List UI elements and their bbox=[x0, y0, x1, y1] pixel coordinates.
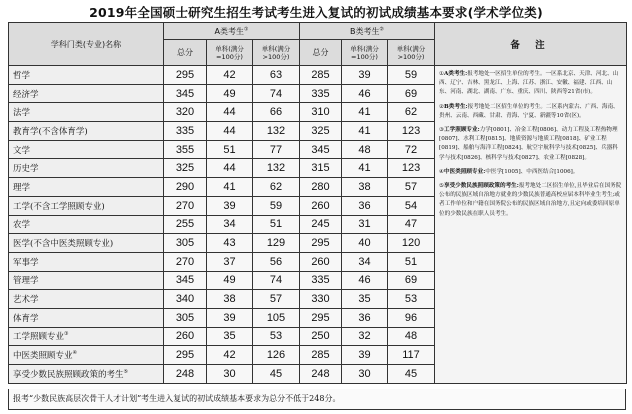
b-single100-cell: 39 bbox=[342, 346, 388, 365]
remark-note: ④中医类照顾专业:中医学[1005]、中西医结合[1006]。 bbox=[439, 168, 579, 175]
b-single-gt100-cell: 123 bbox=[388, 122, 435, 141]
b-single-gt100-cell: 69 bbox=[388, 84, 435, 103]
b-single-gt100-cell: 47 bbox=[388, 215, 435, 234]
b-single-gt100-cell: 51 bbox=[388, 252, 435, 271]
a-single-gt100-cell: 59 bbox=[253, 196, 300, 215]
b-single100-cell: 46 bbox=[342, 84, 388, 103]
a-total-cell: 305 bbox=[164, 234, 207, 253]
b-single100-cell: 48 bbox=[342, 140, 388, 159]
page-title: 2019年全国硕士研究生招生考试考生进入复试的初试成绩基本要求(学术学位类) bbox=[89, 5, 543, 20]
subject-name: 农学 bbox=[9, 215, 164, 234]
a-total-cell: 295 bbox=[164, 66, 207, 85]
b-single-gt100-cell: 57 bbox=[388, 178, 435, 197]
subject-name: 艺术学 bbox=[9, 290, 164, 309]
b-single100-cell: 39 bbox=[342, 66, 388, 85]
a-single100-cell: 49 bbox=[207, 84, 253, 103]
subject-name: 教育学(不含体育学) bbox=[9, 122, 164, 141]
a-single100-cell: 41 bbox=[207, 178, 253, 197]
b-total-cell: 330 bbox=[300, 290, 342, 309]
b-single-gt100-cell: 59 bbox=[388, 66, 435, 85]
a-total-cell: 290 bbox=[164, 178, 207, 197]
a-single-gt100-cell: 132 bbox=[253, 159, 300, 178]
b-total-cell: 260 bbox=[300, 196, 342, 215]
a-total-cell: 260 bbox=[164, 327, 207, 346]
a-total-cell: 320 bbox=[164, 103, 207, 122]
b-single100-cell: 35 bbox=[342, 290, 388, 309]
b-single-gt100-cell: 48 bbox=[388, 327, 435, 346]
b-single100-cell: 38 bbox=[342, 178, 388, 197]
a-single-gt100-cell: 105 bbox=[253, 308, 300, 327]
a-single-gt100-cell: 63 bbox=[253, 66, 300, 85]
b-single-gt100-cell: 72 bbox=[388, 140, 435, 159]
a-single-gt100-cell: 62 bbox=[253, 178, 300, 197]
subject-name: 工学(不含工学照顾专业) bbox=[9, 196, 164, 215]
a-single100-cell: 49 bbox=[207, 271, 253, 290]
b-single100-cell: 41 bbox=[342, 159, 388, 178]
b-single-gt100-cell: 96 bbox=[388, 308, 435, 327]
remark-note: ①A类考生:报考地处一区招生单位的考生。一区系北京、天津、河北、山西、辽宁、吉林、黑龙江、上海、江苏、浙江、安徽、福建、江西、山东、河南、湖北、湖南、广东、重庆、四川、陕西等21省(市)。 bbox=[439, 71, 619, 96]
a-single100-header: 单科(满分=100分) bbox=[207, 40, 253, 66]
b-single-gt100-header: 单科(满分>100分) bbox=[388, 40, 435, 66]
score-table bbox=[8, 22, 627, 384]
a-single-gt100-cell: 129 bbox=[253, 234, 300, 253]
a-single-gt100-cell: 74 bbox=[253, 271, 300, 290]
a-single100-cell: 51 bbox=[207, 140, 253, 159]
a-single-gt100-cell: 51 bbox=[253, 215, 300, 234]
a-single-gt100-header: 单科(满分>100分) bbox=[253, 40, 300, 66]
b-single-gt100-cell: 62 bbox=[388, 103, 435, 122]
b-total-cell: 280 bbox=[300, 178, 342, 197]
a-single-gt100-cell: 56 bbox=[253, 252, 300, 271]
b-single100-cell: 41 bbox=[342, 103, 388, 122]
a-single100-cell: 42 bbox=[207, 346, 253, 365]
a-total-cell: 325 bbox=[164, 159, 207, 178]
b-total-cell: 250 bbox=[300, 327, 342, 346]
b-total-cell: 295 bbox=[300, 234, 342, 253]
b-single100-cell: 31 bbox=[342, 215, 388, 234]
a-total-cell: 248 bbox=[164, 365, 207, 384]
a-single100-cell: 43 bbox=[207, 234, 253, 253]
a-single100-cell: 39 bbox=[207, 308, 253, 327]
a-total-cell: 305 bbox=[164, 308, 207, 327]
b-single100-cell: 36 bbox=[342, 308, 388, 327]
b-total-cell: 345 bbox=[300, 140, 342, 159]
b-total-cell: 245 bbox=[300, 215, 342, 234]
b-single100-cell: 36 bbox=[342, 196, 388, 215]
b-total-cell: 325 bbox=[300, 122, 342, 141]
a-total-cell: 355 bbox=[164, 140, 207, 159]
b-total-cell: 260 bbox=[300, 252, 342, 271]
a-total-cell: 345 bbox=[164, 271, 207, 290]
b-total-cell: 310 bbox=[300, 103, 342, 122]
a-single100-cell: 35 bbox=[207, 327, 253, 346]
remarks-header: 备 注 bbox=[435, 23, 627, 66]
b-single100-cell: 32 bbox=[342, 327, 388, 346]
subject-name: 哲学 bbox=[9, 66, 164, 85]
table-row bbox=[9, 66, 627, 85]
b-single-gt100-cell: 117 bbox=[388, 346, 435, 365]
category-header: 学科门类(专业)名称 bbox=[9, 23, 164, 66]
group-b-header: B类考生② bbox=[300, 23, 435, 40]
a-total-cell: 335 bbox=[164, 122, 207, 141]
a-single100-cell: 30 bbox=[207, 365, 253, 384]
subject-name: 工学照顾专业③ bbox=[9, 327, 164, 346]
subject-name: 法学 bbox=[9, 103, 164, 122]
b-single-gt100-cell: 53 bbox=[388, 290, 435, 309]
group-a-header: A类考生① bbox=[164, 23, 300, 40]
b-single100-cell: 46 bbox=[342, 271, 388, 290]
a-total-cell: 270 bbox=[164, 196, 207, 215]
a-single-gt100-cell: 57 bbox=[253, 290, 300, 309]
b-single100-cell: 41 bbox=[342, 122, 388, 141]
a-single100-cell: 38 bbox=[207, 290, 253, 309]
remark-note: ③工学照顾专业:力学[0801]、冶金工程[0806]、动力工程及工程热物理[0807]、水利工程[0815]、地质资源与地质工程[0818]、矿业工程[0819]、船舶与海洋工程[0824]、航空宇航科学与技术[0825]、兵器科学与技术[0826]、核科学与技术[0827]、农业工程[0828]。 bbox=[439, 127, 618, 161]
b-single100-cell: 34 bbox=[342, 252, 388, 271]
subject-name: 体育学 bbox=[9, 308, 164, 327]
a-single-gt100-cell: 53 bbox=[253, 327, 300, 346]
a-single100-cell: 42 bbox=[207, 66, 253, 85]
b-single100-cell: 40 bbox=[342, 234, 388, 253]
b-single-gt100-cell: 54 bbox=[388, 196, 435, 215]
a-single-gt100-cell: 45 bbox=[253, 365, 300, 384]
a-total-cell: 270 bbox=[164, 252, 207, 271]
a-single100-cell: 37 bbox=[207, 252, 253, 271]
b-single-gt100-cell: 123 bbox=[388, 159, 435, 178]
b-single100-cell: 30 bbox=[342, 365, 388, 384]
a-total-cell: 255 bbox=[164, 215, 207, 234]
a-single-gt100-cell: 77 bbox=[253, 140, 300, 159]
a-single100-cell: 44 bbox=[207, 159, 253, 178]
b-total-cell: 295 bbox=[300, 308, 342, 327]
footnote: 报考“少数民族高层次骨干人才计划”考生进入复试的初试成绩基本要求为总分不低于248分。 bbox=[8, 389, 626, 410]
b-total-header: 总分 bbox=[300, 40, 342, 66]
a-total-cell: 340 bbox=[164, 290, 207, 309]
b-total-cell: 285 bbox=[300, 66, 342, 85]
a-single100-cell: 34 bbox=[207, 215, 253, 234]
a-total-cell: 345 bbox=[164, 84, 207, 103]
b-total-cell: 335 bbox=[300, 271, 342, 290]
b-single100-header: 单科(满分=100分) bbox=[342, 40, 388, 66]
a-single-gt100-cell: 74 bbox=[253, 84, 300, 103]
remark-note: ②B类考生:报考地处二区招生单位的考生。二区系内蒙古、广西、海南、贵州、云南、西藏、甘肃、青海、宁夏、新疆等10省(区)。 bbox=[439, 103, 619, 119]
subject-name: 历史学 bbox=[9, 159, 164, 178]
remark-note: ⑤享受少数民族照顾政策的考生:报考地处二区招生单位,且毕业后在国务院公布的民族区域自治地方就业的少数民族普通高校应届本科毕业生考生;或者工作单位和户籍在国务院公布的民族区域自治地方,且定向或委培回原单位的少数民族在职人员考生。 bbox=[439, 183, 622, 217]
a-single-gt100-cell: 126 bbox=[253, 346, 300, 365]
subject-name: 中医类照顾专业④ bbox=[9, 346, 164, 365]
b-single-gt100-cell: 69 bbox=[388, 271, 435, 290]
a-total-header: 总分 bbox=[164, 40, 207, 66]
b-total-cell: 335 bbox=[300, 84, 342, 103]
a-total-cell: 295 bbox=[164, 346, 207, 365]
a-single100-cell: 39 bbox=[207, 196, 253, 215]
subject-name: 医学(不含中医类照顾专业) bbox=[9, 234, 164, 253]
subject-name: 管理学 bbox=[9, 271, 164, 290]
a-single100-cell: 44 bbox=[207, 122, 253, 141]
a-single-gt100-cell: 66 bbox=[253, 103, 300, 122]
subject-name: 文学 bbox=[9, 140, 164, 159]
b-total-cell: 248 bbox=[300, 365, 342, 384]
b-total-cell: 315 bbox=[300, 159, 342, 178]
subject-name: 享受少数民族照顾政策的考生⑤ bbox=[9, 365, 164, 384]
a-single100-cell: 44 bbox=[207, 103, 253, 122]
a-single-gt100-cell: 132 bbox=[253, 122, 300, 141]
remarks-cell bbox=[435, 66, 627, 384]
subject-name: 理学 bbox=[9, 178, 164, 197]
b-single-gt100-cell: 120 bbox=[388, 234, 435, 253]
b-single-gt100-cell: 45 bbox=[388, 365, 435, 384]
subject-name: 经济学 bbox=[9, 84, 164, 103]
subject-name: 军事学 bbox=[9, 252, 164, 271]
b-total-cell: 285 bbox=[300, 346, 342, 365]
